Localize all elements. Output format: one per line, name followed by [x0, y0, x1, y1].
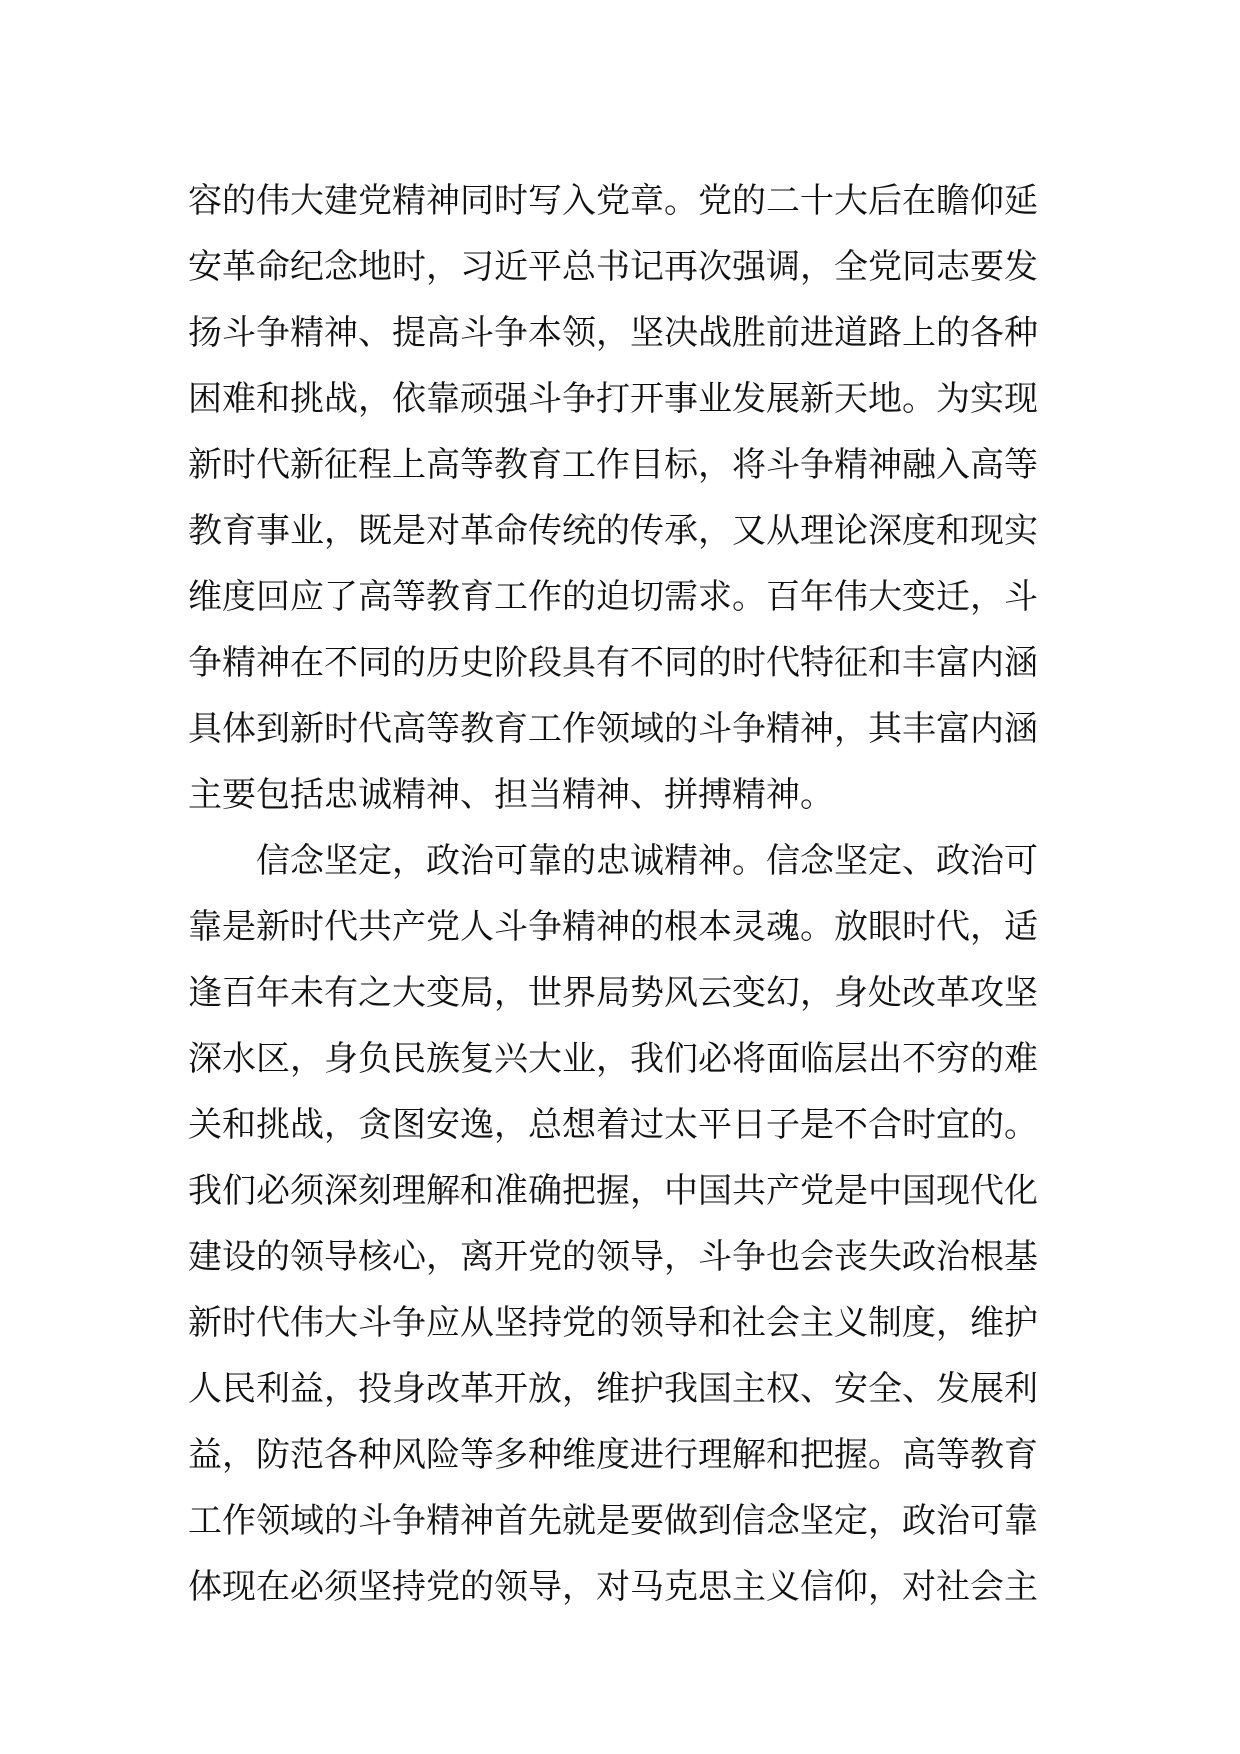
text-line: 益，防范各种风险等多种维度进行理解和把握。高等教育 — [188, 1435, 1038, 1475]
text-line: 新时代伟大斗争应从坚持党的领导和社会主义制度，维护 — [188, 1303, 1038, 1343]
text-line: 主要包括忠诚精神、担当精神、拼搏精神。 — [188, 775, 834, 815]
text-line: 新时代新征程上高等教育工作目标，将斗争精神融入高等 — [188, 445, 1038, 485]
text-line: 扬斗争精神、提高斗争本领，坚决战胜前进道路上的各种 — [188, 313, 1038, 353]
text-line: 靠是新时代共产党人斗争精神的根本灵魂。放眼时代，适 — [188, 907, 1038, 947]
text-line: 深水区，身负民族复兴大业，我们必将面临层出不穷的难 — [188, 1039, 1038, 1079]
text-line: 工作领域的斗争精神首先就是要做到信念坚定，政治可靠 — [188, 1501, 1038, 1541]
text-line: 体现在必须坚持党的领导，对马克思主义信仰，对社会主 — [188, 1567, 1038, 1607]
text-line: 安革命纪念地时，习近平总书记再次强调，全党同志要发 — [188, 247, 1038, 287]
text-line: 人民利益，投身改革开放，维护我国主权、安全、发展利 — [188, 1369, 1038, 1409]
paragraph-start-line: 信念坚定，政治可靠的忠诚精神。信念坚定、政治可 — [256, 841, 1038, 881]
text-line: 维度回应了高等教育工作的迫切需求。百年伟大变迁，斗 — [188, 577, 1038, 617]
text-line: 逢百年未有之大变局，世界局势风云变幻，身处改革攻坚 — [188, 973, 1038, 1013]
text-line: 我们必须深刻理解和准确把握，中国共产党是中国现代化 — [188, 1171, 1038, 1211]
text-line: 困难和挑战，依靠顽强斗争打开事业发展新天地。为实现 — [188, 379, 1038, 419]
text-line: 容的伟大建党精神同时写入党章。党的二十大后在瞻仰延 — [188, 181, 1038, 221]
text-line: 教育事业，既是对革命传统的传承，又从理论深度和现实 — [188, 511, 1038, 551]
text-line: 关和挑战，贪图安逸，总想着过太平日子是不合时宜的。 — [188, 1105, 1038, 1145]
body-text — [188, 168, 1068, 1620]
text-line: 争精神在不同的历史阶段具有不同的时代特征和丰富内涵 — [188, 643, 1038, 683]
text-line: 具体到新时代高等教育工作领域的斗争精神，其丰富内涵 — [188, 709, 1038, 749]
text-line: 建设的领导核心，离开党的领导，斗争也会丧失政治根基 — [188, 1237, 1038, 1277]
